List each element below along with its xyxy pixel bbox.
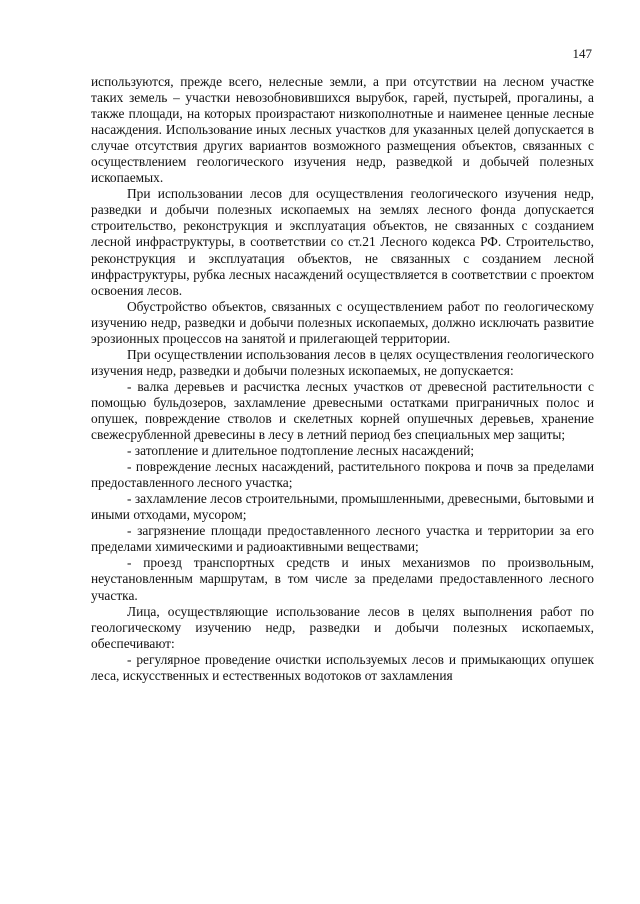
list-item: - проезд транспортных средств и иных механизмов по произвольным, неустановленным маршрутам, в том числе за пределами предоставленного лесного участка. bbox=[91, 555, 594, 603]
list-item: - захламление лесов строительными, промышленными, древесными, бытовыми и иными отходами, мусором; bbox=[91, 491, 594, 523]
paragraph: используются, прежде всего, нелесные земли, а при отсутствии на лесном участке таких земель – участки невозобновившихся вырубок, гарей, пустырей, прогалины, а также площади, на которых произрастают низкополнотные и наименее ценные лесные насаждения. Использование иных лесных участков для указанных целей допускается в случае отсутствия других вариантов возможного размещения объектов, связанных с осуществлением геологического изучения недр, разведкой и добычей полезных ископаемых. bbox=[91, 74, 594, 186]
list-item: - загрязнение площади предоставленного лесного участка и территории за его пределами химическими и радиоактивными веществами; bbox=[91, 523, 594, 555]
list-item: - валка деревьев и расчистка лесных участков от древесной растительности с помощью бульдозеров, захламление древесными остатками приграничных полос и опушек, повреждение стволов и скелетных корней опушечных деревьев, хранение свежесрубленной древесины в лесу в летний период без специальных мер защиты; bbox=[91, 378, 594, 443]
paragraph: Обустройство объектов, связанных с осуществлением работ по геологическому изучению недр, разведки и добычи полезных ископаемых, должно исключать развитие эрозионных процессов на занятой и прилегающей территории. bbox=[91, 298, 594, 346]
paragraph: При использовании лесов для осуществления геологического изучения недр, разведки и добычи полезных ископаемых на землях лесного фонда допускается строительство, реконструкция и эксплуатация объектов, не связанных с созданием лесной инфраструктуры, в соответствии со ст.21 Лесного кодекса РФ. Строительство, реконструкция и эксплуатация объектов, не связанных с созданием лесной инфраструктуры, рубка лесных насаждений осуществляется в соответствии с проектом освоения лесов. bbox=[91, 186, 594, 298]
page-number: 147 bbox=[572, 46, 592, 61]
document-body bbox=[91, 74, 594, 684]
list-item: - повреждение лесных насаждений, растительного покрова и почв за пределами предоставленного лесного участка; bbox=[91, 459, 594, 491]
paragraph: Лица, осуществляющие использование лесов в целях выполнения работ по геологическому изучению недр, разведки и добычи полезных ископаемых, обеспечивают: bbox=[91, 603, 594, 651]
list-item: - регулярное проведение очистки используемых лесов и примыкающих опушек леса, искусственных и естественных водотоков от захламления bbox=[91, 651, 594, 683]
paragraph: При осуществлении использования лесов в целях осуществления геологического изучения недр, разведки и добычи полезных ископаемых, не допускается: bbox=[91, 346, 594, 378]
list-item: - затопление и длительное подтопление лесных насаждений; bbox=[127, 443, 475, 459]
